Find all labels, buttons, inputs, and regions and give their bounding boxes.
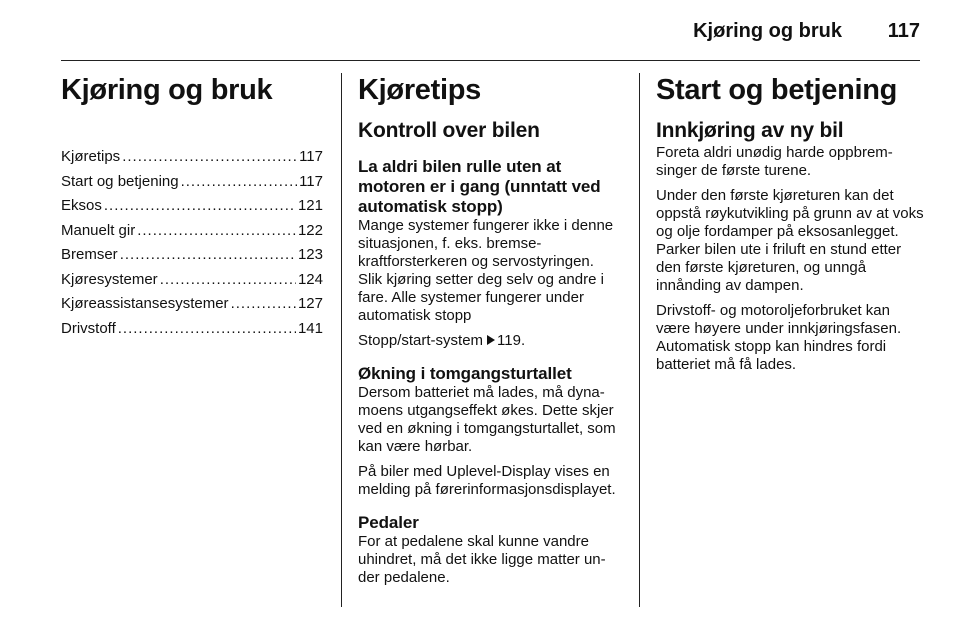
toc-leader-dots	[118, 320, 296, 338]
topic-heading: Pedaler	[358, 513, 419, 532]
topic-heading: Økning i tomgangsturtallet	[358, 364, 572, 383]
driving-tips-column	[358, 72, 622, 587]
toc-leader-dots	[120, 246, 296, 264]
toc-entry-title: Kjøreassistansesystemer	[61, 295, 229, 312]
toc-leader-dots	[231, 295, 296, 313]
table-of-contents	[61, 148, 323, 344]
topic-heading: La aldri bilen rulle uten at motoren er i gang (unntatt ved automatisk stopp)	[358, 157, 601, 216]
toc-entry-page: 127	[297, 295, 323, 312]
subsection-heading: Innkjøring av ny bil	[656, 119, 844, 142]
page-arrow-icon	[487, 335, 495, 345]
toc-entry-page: 141	[297, 319, 323, 337]
toc-leader-dots	[137, 222, 296, 240]
column-divider	[341, 73, 342, 607]
toc-entry-page: 124	[297, 270, 323, 288]
toc-entry[interactable]	[61, 148, 323, 173]
toc-entry[interactable]	[61, 320, 323, 345]
toc-leader-dots	[104, 197, 296, 215]
toc-entry-page: 117	[299, 172, 323, 190]
body-paragraph: Mange systemer fungerer ikke i denne situasjonen, f. eks. bremsekraftforsterkeren og servostyringen. Slik kjøring setter deg selv og andre i fare. Alle systemer fungerer under automatisk stopp	[358, 217, 614, 324]
toc-entry[interactable]	[61, 222, 323, 247]
toc-leader-dots	[181, 173, 297, 191]
toc-entry-title: Kjøretips	[61, 148, 121, 165]
toc-entry-title: Start og betjening	[61, 172, 179, 190]
toc-leader-dots	[122, 148, 297, 166]
toc-entry-title: Manuelt gir	[61, 221, 136, 239]
toc-entry[interactable]	[61, 197, 323, 222]
section-heading: Start og betjening	[656, 74, 898, 106]
toc-entry-title: Bremser	[61, 246, 118, 263]
page-number: 117	[887, 20, 920, 42]
column-divider	[639, 73, 640, 607]
body-paragraph: Dersom batteriet må lades, må dynamoens utgangseffekt økes. Dette skjer ved en økning i tomgangsturtallet, som kan være hørbar.	[358, 384, 616, 455]
toc-leader-dots	[160, 271, 296, 289]
cross-reference-page[interactable]: 119.	[497, 332, 526, 349]
chapter-column	[61, 72, 323, 344]
toc-entry-title: Eksos	[61, 197, 102, 214]
body-paragraph: På biler med Uplevel-Display vises en melding på førerinformasjonsdisplayet.	[358, 463, 616, 498]
toc-entry-page: 121	[297, 197, 323, 214]
body-paragraph: Under den første kjøreturen kan det oppstå røykutvikling på grunn av at voks og olje fordamper på eksosanlegget. Parker bilen ute i friluft en stund etter den første kjøreturen, og unngå innånding av dampen.	[656, 187, 924, 294]
toc-entry[interactable]	[61, 295, 323, 320]
body-paragraph: Foreta aldri unødig harde oppbremsinger de første turene.	[656, 144, 893, 179]
body-paragraph: For at pedalene skal kunne vandre uhindret, må det ikke ligge matter under pedalene.	[358, 533, 606, 586]
toc-entry[interactable]	[61, 271, 323, 296]
body-paragraph: Drivstoff- og motoroljeforbruket kan være høyere under innkjøringsfasen. Automatisk stopp kan hindres fordi batteriet må få lades.	[656, 302, 902, 373]
toc-entry[interactable]	[61, 246, 323, 271]
running-header-title: Kjøring og bruk	[693, 20, 842, 42]
toc-entry-page: 122	[297, 221, 323, 239]
toc-entry-page: 123	[297, 246, 323, 263]
toc-entry-title: Drivstoff	[61, 319, 116, 337]
chapter-title: Kjøring og bruk	[61, 74, 273, 106]
section-heading: Kjøretips	[358, 74, 481, 106]
subsection-heading: Kontroll over bilen	[358, 119, 540, 142]
cross-reference	[358, 332, 622, 350]
toc-entry-title: Kjøresystemer	[61, 270, 158, 288]
header-rule	[61, 60, 920, 61]
toc-entry-page: 117	[299, 148, 323, 165]
toc-entry[interactable]	[61, 173, 323, 198]
start-operation-column	[656, 72, 924, 374]
cross-reference-text: Stopp/start-system	[358, 332, 484, 349]
